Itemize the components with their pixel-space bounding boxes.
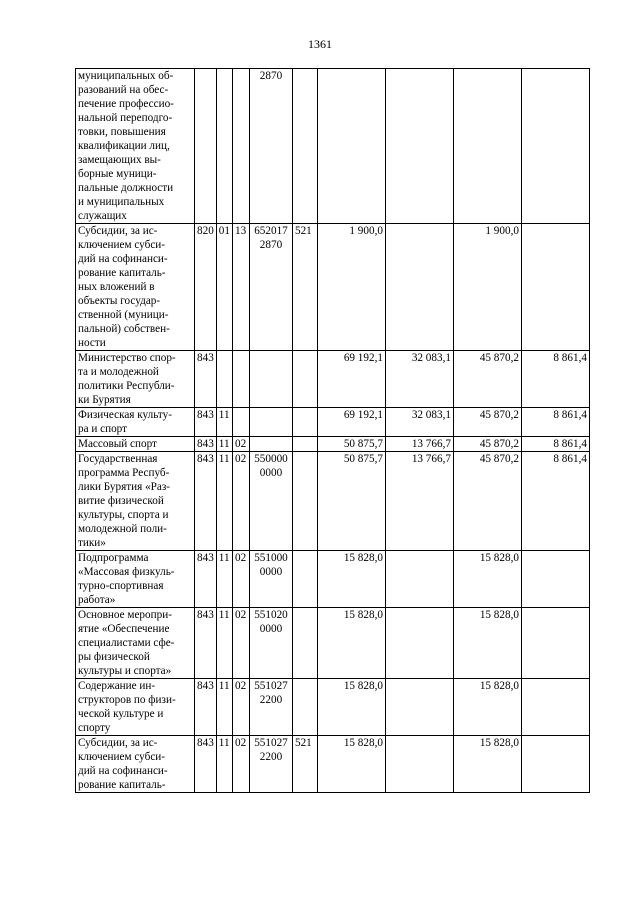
expense-type-cell: [292, 408, 317, 437]
amount-cell-3: 1 900,0: [453, 224, 521, 351]
row-name-line: ятие «Обеспечение: [78, 623, 170, 635]
target-article-line: 551020: [254, 609, 288, 621]
target-article-line: 551027: [254, 680, 288, 692]
table-row: [76, 351, 590, 408]
row-name-line: Субсидии, за ис-: [78, 225, 158, 237]
amount-cell-4: 8 861,4: [521, 437, 589, 452]
table-row: [76, 408, 590, 437]
grbs-code-cell: 843: [195, 608, 217, 679]
target-article-cell: [249, 437, 292, 452]
row-name-line: рование капиталь-: [78, 267, 166, 279]
row-name-line: квалификации лиц,: [78, 140, 170, 152]
target-article-cell: [249, 224, 292, 351]
amount-cell-4: [521, 224, 589, 351]
budget-table-body: [76, 69, 590, 793]
amount-cell-2: [385, 736, 453, 793]
row-name-cell: [76, 679, 195, 736]
amount-cell-4: [521, 736, 589, 793]
row-name-line: дий на софинанси-: [78, 765, 168, 777]
expense-type-cell: [292, 551, 317, 608]
row-name-line: «Массовая физкуль-: [78, 566, 175, 578]
row-name-line: ственной (муници-: [78, 309, 169, 321]
amount-cell-4: [521, 679, 589, 736]
row-name-line: Содержание ин-: [78, 680, 156, 692]
row-name-line: Государственная: [78, 453, 158, 465]
row-name-cell: [76, 437, 195, 452]
subsection-code-cell: 02: [232, 608, 249, 679]
row-name-line: объекты государ-: [78, 295, 161, 307]
amount-cell-4: [521, 608, 589, 679]
amount-cell-2: [385, 608, 453, 679]
row-name-cell: [76, 551, 195, 608]
amount-cell-3: 15 828,0: [453, 608, 521, 679]
expense-type-cell: [292, 351, 317, 408]
row-name-line: Министерство спор-: [78, 352, 176, 364]
row-name-line: ности: [78, 337, 106, 349]
target-article-cell: [249, 736, 292, 793]
amount-cell-2: 32 083,1: [385, 408, 453, 437]
row-name-line: Субсидии, за ис-: [78, 737, 158, 749]
amount-cell-1: 15 828,0: [317, 736, 385, 793]
expense-type-cell: [292, 679, 317, 736]
row-name-line: структоров по физи-: [78, 694, 176, 706]
grbs-code-cell: 843: [195, 736, 217, 793]
section-code-cell: 11: [216, 679, 232, 736]
row-name-line: служащих: [78, 210, 127, 222]
section-code-cell: [216, 351, 232, 408]
target-article-cell: [249, 351, 292, 408]
grbs-code-cell: 843: [195, 351, 217, 408]
row-name-line: лики Бурятия «Раз-: [78, 481, 171, 493]
row-name-line: та и молодежной: [78, 366, 159, 378]
row-name-cell: [76, 351, 195, 408]
row-name-line: политики Республи-: [78, 380, 175, 392]
target-article-line: 2870: [259, 239, 283, 251]
row-name-line: ных вложений в: [78, 281, 155, 293]
row-name-line: ра и спорт: [78, 423, 128, 435]
table-row: [76, 69, 590, 224]
row-name-line: дий на софинанси-: [78, 253, 168, 265]
row-name-line: Массовый спорт: [78, 438, 157, 450]
row-name-line: нальной переподго-: [78, 112, 173, 124]
row-name-cell: [76, 736, 195, 793]
target-article-line: 551027: [254, 737, 288, 749]
section-code-cell: 11: [216, 551, 232, 608]
target-article-cell: [249, 679, 292, 736]
amount-cell-4: 8 861,4: [521, 452, 589, 551]
amount-cell-1: 69 192,1: [317, 351, 385, 408]
row-name-line: пальные должности: [78, 182, 174, 194]
section-code-cell: 11: [216, 452, 232, 551]
row-name-line: разований на обес-: [78, 84, 169, 96]
row-name-line: Подпрограмма: [78, 552, 149, 564]
page-number: 1361: [308, 37, 332, 51]
row-name-cell: [76, 452, 195, 551]
row-name-line: культуры, спорта и: [78, 509, 169, 521]
target-article-cell: [249, 69, 292, 224]
amount-cell-3: 45 870,2: [453, 408, 521, 437]
subsection-code-cell: 02: [232, 452, 249, 551]
amount-cell-1: 50 875,7: [317, 452, 385, 551]
section-code-cell: 11: [216, 608, 232, 679]
amount-cell-2: 13 766,7: [385, 437, 453, 452]
amount-cell-4: [521, 69, 589, 224]
amount-cell-4: 8 861,4: [521, 351, 589, 408]
row-name-cell: [76, 608, 195, 679]
row-name-line: тики»: [78, 537, 106, 549]
row-name-line: ческой культуре и: [78, 708, 164, 720]
table-row: [76, 679, 590, 736]
section-code-cell: 01: [216, 224, 232, 351]
expense-type-cell: [292, 608, 317, 679]
row-name-line: витие физической: [78, 495, 164, 507]
subsection-code-cell: 02: [232, 679, 249, 736]
section-code-cell: 11: [216, 408, 232, 437]
row-name-line: программа Респуб-: [78, 467, 170, 479]
amount-cell-1: 15 828,0: [317, 679, 385, 736]
target-article-cell: [249, 551, 292, 608]
amount-cell-1: 69 192,1: [317, 408, 385, 437]
target-article-line: 652017: [254, 225, 288, 237]
row-name-line: турно-спортивная: [78, 580, 164, 592]
row-name-line: и муниципальных: [78, 196, 165, 208]
section-code-cell: 11: [216, 437, 232, 452]
row-name-line: ключением субси-: [78, 239, 165, 251]
subsection-code-cell: 13: [232, 224, 249, 351]
row-name-line: рование капиталь-: [78, 779, 166, 791]
amount-cell-4: [521, 551, 589, 608]
table-row: [76, 452, 590, 551]
row-name-cell: [76, 408, 195, 437]
amount-cell-2: 32 083,1: [385, 351, 453, 408]
target-article-cell: [249, 452, 292, 551]
table-row: [76, 736, 590, 793]
section-code-cell: [216, 69, 232, 224]
grbs-code-cell: 843: [195, 437, 217, 452]
row-name-line: замещающих вы-: [78, 154, 161, 166]
target-article-line: 0000: [259, 467, 283, 479]
table-row: [76, 437, 590, 452]
expense-type-cell: [292, 69, 317, 224]
row-name-line: муниципальных об-: [78, 70, 174, 82]
target-article-cell: [249, 408, 292, 437]
subsection-code-cell: 02: [232, 736, 249, 793]
row-name-line: Физическая культу-: [78, 409, 172, 421]
amount-cell-2: [385, 551, 453, 608]
row-name-line: товки, повышения: [78, 126, 166, 138]
budget-table: [75, 68, 590, 793]
row-name-line: Основное меропри-: [78, 609, 172, 621]
row-name-line: ры физической: [78, 651, 150, 663]
row-name-line: культуры и спорта»: [78, 665, 172, 677]
table-row: [76, 224, 590, 351]
target-article-line: 2200: [259, 694, 283, 706]
target-article-line: 0000: [259, 566, 283, 578]
amount-cell-1: [317, 69, 385, 224]
row-name-line: ки Бурятия: [78, 394, 131, 406]
amount-cell-3: 15 828,0: [453, 736, 521, 793]
amount-cell-2: [385, 69, 453, 224]
grbs-code-cell: [195, 69, 217, 224]
amount-cell-1: 15 828,0: [317, 608, 385, 679]
table-row: [76, 551, 590, 608]
row-name-line: спорту: [78, 722, 111, 734]
row-name-line: пальной) собствен-: [78, 323, 170, 335]
expense-type-cell: [292, 452, 317, 551]
amount-cell-1: 50 875,7: [317, 437, 385, 452]
grbs-code-cell: 820: [195, 224, 217, 351]
amount-cell-3: 15 828,0: [453, 551, 521, 608]
section-code-cell: 11: [216, 736, 232, 793]
subsection-code-cell: [232, 408, 249, 437]
amount-cell-4: 8 861,4: [521, 408, 589, 437]
target-article-line: 551000: [254, 552, 288, 564]
amount-cell-3: 45 870,2: [453, 351, 521, 408]
amount-cell-3: 45 870,2: [453, 452, 521, 551]
subsection-code-cell: [232, 351, 249, 408]
row-name-cell: [76, 69, 195, 224]
row-name-line: специалистами сфе-: [78, 637, 175, 649]
row-name-line: печение профессио-: [78, 98, 174, 110]
amount-cell-3: [453, 69, 521, 224]
row-name-line: ключением субси-: [78, 751, 165, 763]
target-article-line: 0000: [259, 623, 283, 635]
row-name-line: работа»: [78, 594, 116, 606]
amount-cell-2: [385, 224, 453, 351]
subsection-code-cell: [232, 69, 249, 224]
subsection-code-cell: 02: [232, 437, 249, 452]
subsection-code-cell: 02: [232, 551, 249, 608]
grbs-code-cell: 843: [195, 408, 217, 437]
expense-type-cell: [292, 437, 317, 452]
target-article-line: 550000: [254, 453, 288, 465]
target-article-cell: [249, 608, 292, 679]
target-article-line: 2870: [259, 70, 283, 82]
row-name-cell: [76, 224, 195, 351]
grbs-code-cell: 843: [195, 551, 217, 608]
target-article-line: 2200: [259, 751, 283, 763]
row-name-line: борные муници-: [78, 168, 157, 180]
grbs-code-cell: 843: [195, 679, 217, 736]
amount-cell-1: 1 900,0: [317, 224, 385, 351]
row-name-line: молодежной поли-: [78, 523, 167, 535]
grbs-code-cell: 843: [195, 452, 217, 551]
expense-type-cell: 521: [292, 224, 317, 351]
amount-cell-2: 13 766,7: [385, 452, 453, 551]
amount-cell-2: [385, 679, 453, 736]
amount-cell-1: 15 828,0: [317, 551, 385, 608]
table-row: [76, 608, 590, 679]
expense-type-cell: 521: [292, 736, 317, 793]
amount-cell-3: 15 828,0: [453, 679, 521, 736]
amount-cell-3: 45 870,2: [453, 437, 521, 452]
